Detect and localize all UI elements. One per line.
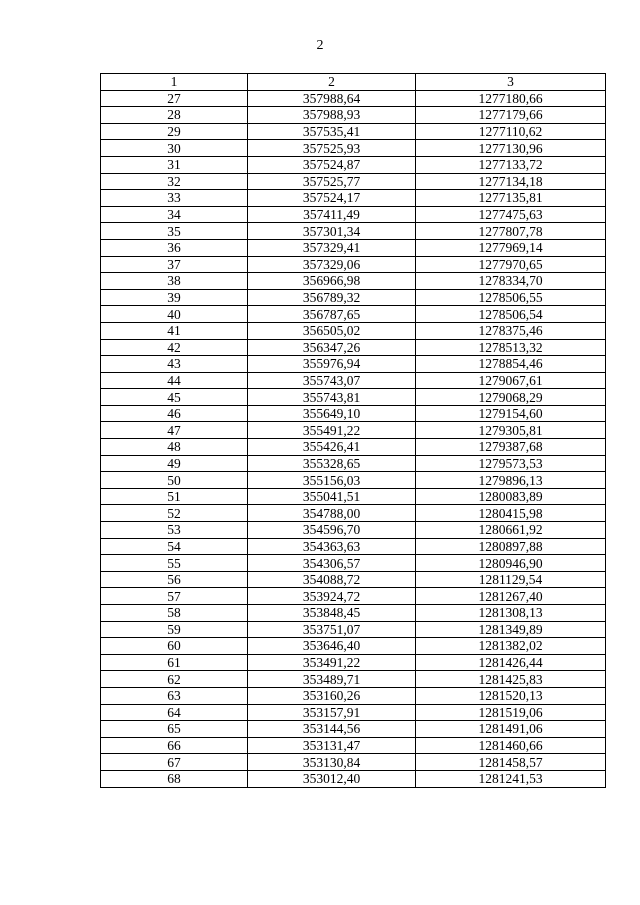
coordinates-table <box>100 73 606 788</box>
y-coordinate-cell: 1277180,66 <box>416 90 606 107</box>
table-row <box>101 156 606 173</box>
y-coordinate-cell: 1279068,29 <box>416 389 606 406</box>
table-row <box>101 555 606 572</box>
table-row <box>101 571 606 588</box>
table-row <box>101 737 606 754</box>
point-number-cell: 60 <box>101 638 248 655</box>
y-coordinate-cell: 1279896,13 <box>416 472 606 489</box>
point-number-cell: 67 <box>101 754 248 771</box>
table-row <box>101 654 606 671</box>
x-coordinate-cell: 353130,84 <box>248 754 416 771</box>
x-coordinate-cell: 353848,45 <box>248 605 416 622</box>
page-number: 2 <box>316 38 324 53</box>
point-number-cell: 30 <box>101 140 248 157</box>
table-row <box>101 372 606 389</box>
table-row <box>101 704 606 721</box>
y-coordinate-cell: 1280083,89 <box>416 488 606 505</box>
table-row <box>101 107 606 124</box>
x-coordinate-cell: 353131,47 <box>248 737 416 754</box>
point-number-cell: 53 <box>101 522 248 539</box>
y-coordinate-cell: 1281458,57 <box>416 754 606 771</box>
x-coordinate-cell: 356787,65 <box>248 306 416 323</box>
point-number-cell: 36 <box>101 239 248 256</box>
y-coordinate-cell: 1280661,92 <box>416 522 606 539</box>
point-number-cell: 41 <box>101 322 248 339</box>
y-coordinate-cell: 1279154,60 <box>416 405 606 422</box>
point-number-cell: 52 <box>101 505 248 522</box>
table-row <box>101 439 606 456</box>
x-coordinate-cell: 353924,72 <box>248 588 416 605</box>
table-row <box>101 206 606 223</box>
y-coordinate-cell: 1279305,81 <box>416 422 606 439</box>
table-row <box>101 356 606 373</box>
table-row <box>101 123 606 140</box>
x-coordinate-cell: 355156,03 <box>248 472 416 489</box>
y-coordinate-cell: 1281308,13 <box>416 605 606 622</box>
table-row <box>101 455 606 472</box>
x-coordinate-cell: 353491,22 <box>248 654 416 671</box>
point-number-cell: 44 <box>101 372 248 389</box>
x-coordinate-cell: 354363,63 <box>248 538 416 555</box>
point-number-cell: 38 <box>101 273 248 290</box>
point-number-cell: 32 <box>101 173 248 190</box>
y-coordinate-cell: 1277970,65 <box>416 256 606 273</box>
table-row <box>101 306 606 323</box>
table-row <box>101 90 606 107</box>
y-coordinate-cell: 1281382,02 <box>416 638 606 655</box>
y-coordinate-cell: 1277475,63 <box>416 206 606 223</box>
y-coordinate-cell: 1281520,13 <box>416 687 606 704</box>
y-coordinate-cell: 1281519,06 <box>416 704 606 721</box>
table-row <box>101 538 606 555</box>
x-coordinate-cell: 357301,34 <box>248 223 416 240</box>
table-row <box>101 422 606 439</box>
table-row <box>101 687 606 704</box>
y-coordinate-cell: 1279387,68 <box>416 439 606 456</box>
point-number-cell: 35 <box>101 223 248 240</box>
table-row <box>101 239 606 256</box>
point-number-cell: 59 <box>101 621 248 638</box>
x-coordinate-cell: 355743,07 <box>248 372 416 389</box>
x-coordinate-cell: 353646,40 <box>248 638 416 655</box>
point-number-cell: 56 <box>101 571 248 588</box>
table-body <box>101 74 606 788</box>
point-number-cell: 62 <box>101 671 248 688</box>
x-coordinate-cell: 357988,93 <box>248 107 416 124</box>
x-coordinate-cell: 353157,91 <box>248 704 416 721</box>
point-number-cell: 43 <box>101 356 248 373</box>
table-row <box>101 173 606 190</box>
point-number-cell: 46 <box>101 405 248 422</box>
y-coordinate-cell: 1277133,72 <box>416 156 606 173</box>
column-header: 3 <box>416 74 606 91</box>
y-coordinate-cell: 1279573,53 <box>416 455 606 472</box>
column-header: 2 <box>248 74 416 91</box>
y-coordinate-cell: 1277969,14 <box>416 239 606 256</box>
point-number-cell: 34 <box>101 206 248 223</box>
table-row <box>101 389 606 406</box>
y-coordinate-cell: 1281426,44 <box>416 654 606 671</box>
point-number-cell: 51 <box>101 488 248 505</box>
y-coordinate-cell: 1279067,61 <box>416 372 606 389</box>
table-row <box>101 605 606 622</box>
point-number-cell: 50 <box>101 472 248 489</box>
x-coordinate-cell: 353144,56 <box>248 721 416 738</box>
point-number-cell: 28 <box>101 107 248 124</box>
column-header: 1 <box>101 74 248 91</box>
table-row <box>101 140 606 157</box>
table-row <box>101 256 606 273</box>
table-row <box>101 638 606 655</box>
table-row <box>101 488 606 505</box>
point-number-cell: 29 <box>101 123 248 140</box>
y-coordinate-cell: 1277179,66 <box>416 107 606 124</box>
table-row <box>101 588 606 605</box>
y-coordinate-cell: 1277135,81 <box>416 190 606 207</box>
y-coordinate-cell: 1280897,88 <box>416 538 606 555</box>
y-coordinate-cell: 1277134,18 <box>416 173 606 190</box>
point-number-cell: 37 <box>101 256 248 273</box>
x-coordinate-cell: 354788,00 <box>248 505 416 522</box>
point-number-cell: 61 <box>101 654 248 671</box>
x-coordinate-cell: 355743,81 <box>248 389 416 406</box>
y-coordinate-cell: 1281267,40 <box>416 588 606 605</box>
x-coordinate-cell: 355426,41 <box>248 439 416 456</box>
y-coordinate-cell: 1278506,54 <box>416 306 606 323</box>
point-number-cell: 66 <box>101 737 248 754</box>
x-coordinate-cell: 357525,93 <box>248 140 416 157</box>
x-coordinate-cell: 357524,87 <box>248 156 416 173</box>
x-coordinate-cell: 357329,06 <box>248 256 416 273</box>
y-coordinate-cell: 1281425,83 <box>416 671 606 688</box>
y-coordinate-cell: 1281491,06 <box>416 721 606 738</box>
x-coordinate-cell: 353160,26 <box>248 687 416 704</box>
point-number-cell: 63 <box>101 687 248 704</box>
y-coordinate-cell: 1281349,89 <box>416 621 606 638</box>
table-header-row <box>101 74 606 91</box>
y-coordinate-cell: 1278513,32 <box>416 339 606 356</box>
x-coordinate-cell: 354596,70 <box>248 522 416 539</box>
table-row <box>101 405 606 422</box>
table-row <box>101 770 606 787</box>
point-number-cell: 27 <box>101 90 248 107</box>
point-number-cell: 42 <box>101 339 248 356</box>
point-number-cell: 64 <box>101 704 248 721</box>
y-coordinate-cell: 1281129,54 <box>416 571 606 588</box>
x-coordinate-cell: 357988,64 <box>248 90 416 107</box>
point-number-cell: 47 <box>101 422 248 439</box>
y-coordinate-cell: 1280415,98 <box>416 505 606 522</box>
x-coordinate-cell: 356505,02 <box>248 322 416 339</box>
table-row <box>101 754 606 771</box>
table-row <box>101 223 606 240</box>
x-coordinate-cell: 356789,32 <box>248 289 416 306</box>
point-number-cell: 68 <box>101 770 248 787</box>
x-coordinate-cell: 353489,71 <box>248 671 416 688</box>
y-coordinate-cell: 1281460,66 <box>416 737 606 754</box>
table-row <box>101 721 606 738</box>
point-number-cell: 39 <box>101 289 248 306</box>
x-coordinate-cell: 356347,26 <box>248 339 416 356</box>
x-coordinate-cell: 354088,72 <box>248 571 416 588</box>
point-number-cell: 58 <box>101 605 248 622</box>
x-coordinate-cell: 357524,17 <box>248 190 416 207</box>
table-row <box>101 190 606 207</box>
y-coordinate-cell: 1277807,78 <box>416 223 606 240</box>
x-coordinate-cell: 357535,41 <box>248 123 416 140</box>
y-coordinate-cell: 1278334,70 <box>416 273 606 290</box>
y-coordinate-cell: 1278375,46 <box>416 322 606 339</box>
x-coordinate-cell: 355041,51 <box>248 488 416 505</box>
table-row <box>101 289 606 306</box>
point-number-cell: 54 <box>101 538 248 555</box>
x-coordinate-cell: 357411,49 <box>248 206 416 223</box>
table-row <box>101 621 606 638</box>
point-number-cell: 33 <box>101 190 248 207</box>
x-coordinate-cell: 355328,65 <box>248 455 416 472</box>
point-number-cell: 57 <box>101 588 248 605</box>
x-coordinate-cell: 354306,57 <box>248 555 416 572</box>
x-coordinate-cell: 357525,77 <box>248 173 416 190</box>
table-row <box>101 322 606 339</box>
point-number-cell: 49 <box>101 455 248 472</box>
x-coordinate-cell: 357329,41 <box>248 239 416 256</box>
point-number-cell: 45 <box>101 389 248 406</box>
y-coordinate-cell: 1278854,46 <box>416 356 606 373</box>
table-row <box>101 671 606 688</box>
y-coordinate-cell: 1277110,62 <box>416 123 606 140</box>
point-number-cell: 65 <box>101 721 248 738</box>
x-coordinate-cell: 353012,40 <box>248 770 416 787</box>
table-row <box>101 522 606 539</box>
x-coordinate-cell: 353751,07 <box>248 621 416 638</box>
x-coordinate-cell: 355491,22 <box>248 422 416 439</box>
y-coordinate-cell: 1277130,96 <box>416 140 606 157</box>
y-coordinate-cell: 1281241,53 <box>416 770 606 787</box>
x-coordinate-cell: 355976,94 <box>248 356 416 373</box>
point-number-cell: 55 <box>101 555 248 572</box>
table-row <box>101 472 606 489</box>
table-row <box>101 273 606 290</box>
y-coordinate-cell: 1280946,90 <box>416 555 606 572</box>
table-row <box>101 505 606 522</box>
x-coordinate-cell: 356966,98 <box>248 273 416 290</box>
table-row <box>101 339 606 356</box>
point-number-cell: 40 <box>101 306 248 323</box>
point-number-cell: 31 <box>101 156 248 173</box>
y-coordinate-cell: 1278506,55 <box>416 289 606 306</box>
point-number-cell: 48 <box>101 439 248 456</box>
x-coordinate-cell: 355649,10 <box>248 405 416 422</box>
